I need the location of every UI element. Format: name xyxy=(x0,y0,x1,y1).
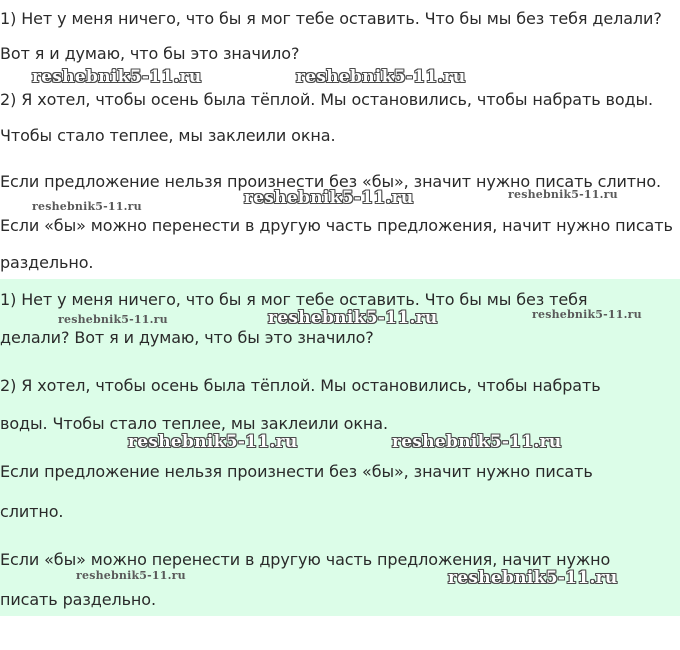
watermark: reshebnik5-11.ru xyxy=(392,432,562,452)
watermark: reshebnik5-11.ru xyxy=(32,67,202,87)
text-line: писать раздельно. xyxy=(0,590,156,609)
watermark: reshebnik5-11.ru xyxy=(532,308,642,321)
text-line: 1) Нет у меня ничего, что бы я мог тебе оставить. Что бы мы без тебя xyxy=(0,290,588,309)
watermark: reshebnik5-11.ru xyxy=(268,308,438,328)
text-line: раздельно. xyxy=(0,253,94,272)
text-line: Если предложение нельзя произнести без «бы», значит нужно писать слитно. xyxy=(0,172,662,191)
watermark: reshebnik5-11.ru xyxy=(508,188,618,201)
text-line: Вот я и думаю, что бы это значило? xyxy=(0,44,300,63)
watermark: reshebnik5-11.ru xyxy=(58,313,168,326)
watermark: reshebnik5-11.ru xyxy=(32,200,142,213)
watermark: reshebnik5-11.ru xyxy=(244,188,414,208)
text-line: Если «бы» можно перенести в другую часть предложения, начит нужно писать xyxy=(0,216,673,235)
watermark: reshebnik5-11.ru xyxy=(448,568,618,588)
text-line: Чтобы стало теплее, мы заклеили окна. xyxy=(0,126,336,145)
text-line: слитно. xyxy=(0,502,64,521)
watermark: reshebnik5-11.ru xyxy=(128,432,298,452)
text-line: Если «бы» можно перенести в другую часть предложения, начит нужно xyxy=(0,550,611,569)
text-line: 2) Я хотел, чтобы осень была тёплой. Мы остановились, чтобы набрать xyxy=(0,376,601,395)
text-line: Если предложение нельзя произнести без «бы», значит нужно писать xyxy=(0,462,593,481)
text-line: делали? Вот я и думаю, что бы это значило? xyxy=(0,328,374,347)
text-line: 1) Нет у меня ничего, что бы я мог тебе оставить. Что бы мы без тебя делали? xyxy=(0,9,662,28)
text-line: 2) Я хотел, чтобы осень была тёплой. Мы остановились, чтобы набрать воды. xyxy=(0,90,654,109)
watermark: reshebnik5-11.ru xyxy=(76,569,186,582)
text-line: воды. Чтобы стало теплее, мы заклеили окна. xyxy=(0,414,388,433)
watermark: reshebnik5-11.ru xyxy=(296,67,466,87)
